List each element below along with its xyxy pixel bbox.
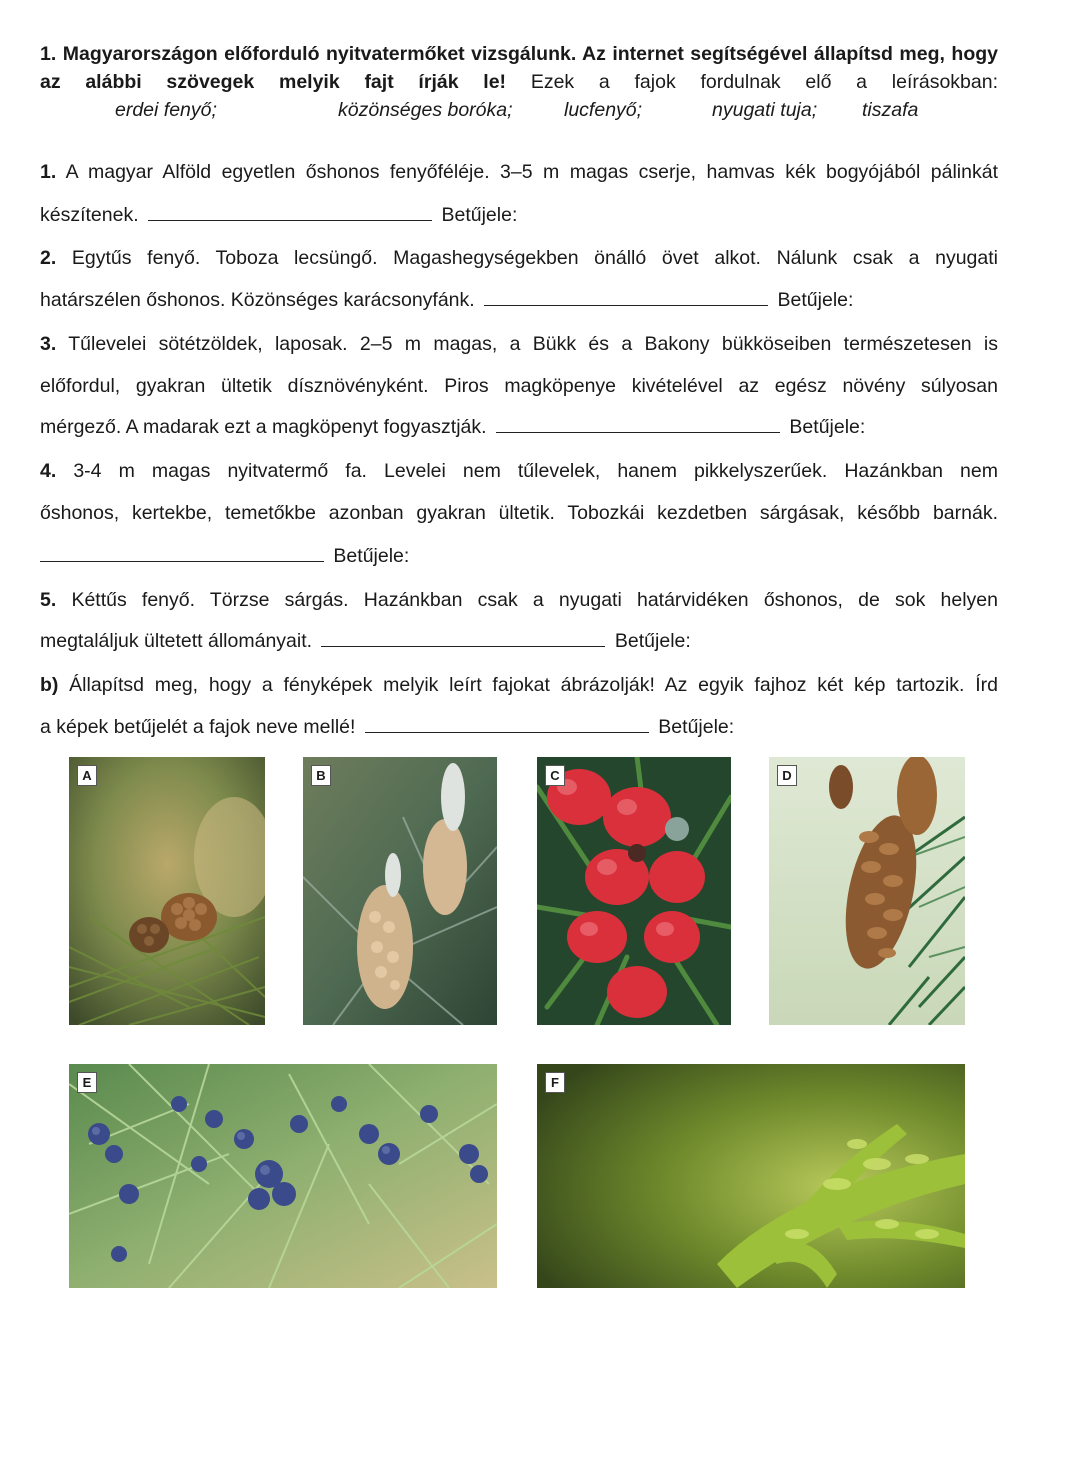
item-text: készítenek. [40,204,139,226]
answer-blank[interactable] [484,289,768,306]
photo-d [769,757,965,1025]
photo-letter: E [77,1072,97,1093]
item-2-line-2 [40,289,998,311]
answer-blank[interactable] [148,204,432,221]
part-b-text: Állapítsd meg, hogy a fényképek melyik leírt fajokat ábrázolják! Az egyik fajhoz két kép tartozik. Írd [69,674,998,696]
item-number: 2. [40,247,57,269]
photo-c [537,757,731,1025]
item-text: őshonos, kertekbe, temetőkbe azonban gyakran ültetik. Tobozkái kezdetben sárgásak, később barnák. [40,502,998,524]
item-text: megtaláljuk ültetett állományait. [40,630,313,652]
item-number: 4. [40,460,57,482]
part-b-text: a képek betűjelét a fajok neve mellé! [40,716,356,738]
part-b-prefix: b) [40,674,59,696]
task-heading-normal: Ezek a fajok fordulnak elő a leírásokban: [530,71,998,93]
item-5-line-1 [40,589,998,611]
thuja-foliage-photo-icon [537,1064,965,1288]
item-4-line-1 [40,460,998,482]
answer-label: Betűjele: [777,289,854,311]
photo-e [69,1064,497,1288]
yew-red-arils-photo-icon [537,757,731,1025]
species-yew: tiszafa [862,99,919,121]
answer-label: Betűjele: [658,716,735,738]
photo-a [69,757,265,1025]
answer-label: Betűjele: [789,416,866,438]
answer-blank[interactable] [321,630,605,647]
photo-letter: F [545,1072,565,1093]
species-juniper: közönséges boróka; [338,99,513,121]
pine-male-cones-photo-icon [303,757,497,1025]
item-2-line-1 [40,247,998,269]
item-4-line-2 [40,502,998,524]
part-b-line-2 [40,716,998,738]
photo-letter: C [545,765,565,786]
item-number: 5. [40,589,57,611]
item-3-line-2 [40,375,998,397]
answer-blank[interactable] [40,545,324,562]
species-scots-pine: erdei fenyő; [115,99,217,121]
photo-letter: B [311,765,331,786]
answer-label: Betűjele: [333,545,410,567]
photo-letter: D [777,765,797,786]
item-1-line-2 [40,204,998,226]
item-text: 3-4 m magas nyitvatermő fa. Levelei nem tűlevelek, hanem pikkelyszerűek. Hazánkban nem [73,460,998,482]
item-3-line-1 [40,333,998,355]
item-text: Tűlevelei sötétzöldek, laposak. 2–5 m magas, a Bükk és a Bakony bükköseiben természetesen is [68,333,998,355]
item-1-line-1 [40,161,998,183]
juniper-berries-photo-icon [69,1064,497,1288]
answer-label: Betűjele: [614,630,691,652]
spruce-cones-photo-icon [769,757,965,1025]
item-text: A magyar Alföld egyetlen őshonos fenyőféléje. 3–5 m magas cserje, hamvas kék bogyójából pálinkát [65,161,998,183]
task-heading [40,40,998,96]
answer-blank[interactable] [496,416,780,433]
species-thuja: nyugati tuja; [712,99,818,121]
item-3-line-3 [40,416,998,438]
item-text: Egytűs fenyő. Toboza lecsüngő. Magashegységekben önálló övet alkot. Nálunk csak a nyugati [71,247,998,269]
item-4-line-3 [40,545,998,567]
item-text: Kéttűs fenyő. Törzse sárgás. Hazánkban csak a nyugati határvidéken őshonos, de sok helyen [71,589,998,611]
photo-f [537,1064,965,1288]
item-number: 3. [40,333,57,355]
answer-blank[interactable] [365,716,649,733]
item-text: előfordul, gyakran ültetik dísznövényként. Piros magköpenye kivételével az egész növény súlyosan [40,375,998,397]
photo-b [303,757,497,1025]
item-text: mérgező. A madarak ezt a magköpenyt fogyasztják. [40,416,487,438]
part-b-line-1 [40,674,998,696]
photo-letter: A [77,765,97,786]
item-number: 1. [40,161,57,183]
task-heading-bold: 1. Magyarországon előforduló nyitvatermőket vizsgálunk. Az internet segítségével állapítsd meg, hogy az alábbi szövegek melyik fajt írják le! [40,43,998,93]
species-spruce: lucfenyő; [564,99,643,121]
item-text: határszélen őshonos. Közönséges karácsonyfánk. [40,289,475,311]
pine-cones-photo-icon [69,757,265,1025]
item-5-line-2 [40,630,998,652]
answer-label: Betűjele: [441,204,518,226]
